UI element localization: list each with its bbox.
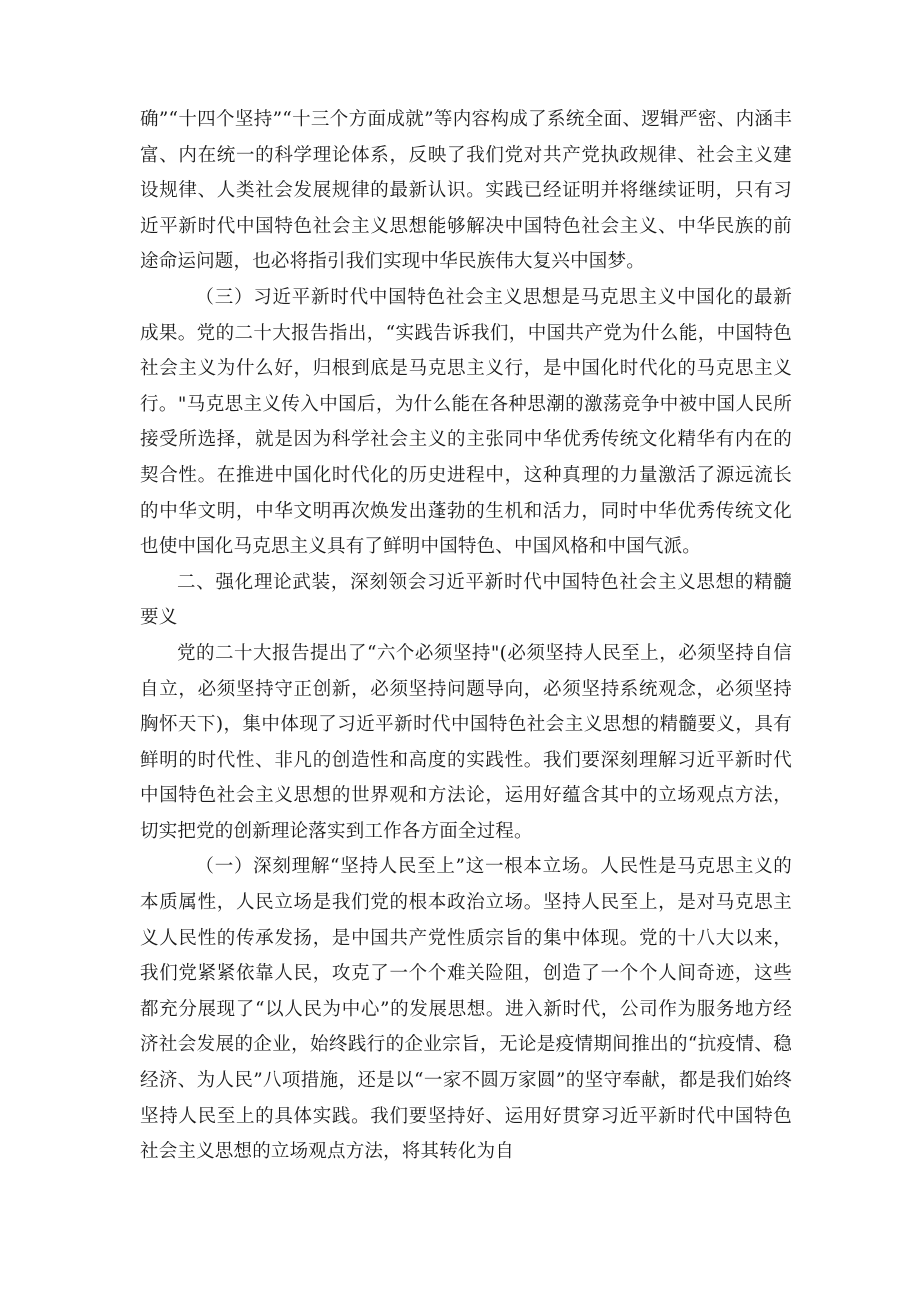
paragraph-subsection-one: （一）深刻理解“坚持人民至上”这一根本立场。人民性是马克思主义的本质属性，人民立场是我们党的根本政治立场。坚持人民至上，是对马克思主义人民性的传承发扬，是中国共产党性质宗旨的集中体现。党的十八大以来，我们党紧紧依靠人民，攻克了一个个难关险阻，创造了一个个人间奇迹，这些都充分展现了“以人民为中心”的发展思想。进入新时代，公司作为服务地方经济社会发展的企业，始终践行的企业宗旨，无论是疫情期间推出的“抗疫情、稳经济、为人民”八项措施，还是以“一家不圆万家圆”的坚守奉献，都是我们始终坚持人民至上的具体实践。我们要坚持好、运用好贯穿习近平新时代中国特色社会主义思想的立场观点方法，将其转化为自	[140, 856, 792, 1163]
paragraph-section-three: （三）习近平新时代中国特色社会主义思想是马克思主义中国化的最新成果。党的二十大报告指出，“实践告诉我们，中国共产党为什么能，中国特色社会主义为什么好，归根到底是马克思主义行，是中国化时代化的马克思主义行。"马克思主义传入中国后，为什么能在各种思潮的激荡竞争中被中国人民所接受所选择，就是因为科学社会主义的主张同中华优秀传统文化精华有内在的契合性。在推进中国化时代化的历史进程中，这种真理的力量激活了源远流长的中华文明，中华文明再次焕发出蓬勃的生机和活力，同时中华优秀传统文化也使中国化马克思主义具有了鲜明中国特色、中国风格和中国气派。	[140, 286, 792, 558]
paragraph-six-musts: 党的二十大报告提出了“六个必须坚持"(必须坚持人民至上，必须坚持自信自立，必须坚持守正创新，必须坚持问题导向，必须坚持系统观念，必须坚持胸怀天下)，集中体现了习近平新时代中国特色社会主义思想的精髓要义，具有鲜明的时代性、非凡的创造性和高度的实践性。我们要深刻理解习近平新时代中国特色社会主义思想的世界观和方法论，运用好蕴含其中的立场观点方法，切实把党的创新理论落实到工作各方面全过程。	[140, 642, 792, 842]
paragraph-continuation: 确”“十四个坚持”“十三个方面成就”等内容构成了系统全面、逻辑严密、内涵丰富、内在统一的科学理论体系，反映了我们党对共产党执政规律、社会主义建设规律、人类社会发展规律的最新认识。实践已经证明并将继续证明，只有习近平新时代中国特色社会主义思想能够解决中国特色社会主义、中华民族的前途命运问题，也必将指引我们实现中华民族伟大复兴中国梦。	[140, 109, 792, 273]
section-heading-two: 二、强化理论武装，深刻领会习近平新时代中国特色社会主义思想的精髓要义	[140, 571, 792, 629]
document-body	[140, 102, 792, 1170]
